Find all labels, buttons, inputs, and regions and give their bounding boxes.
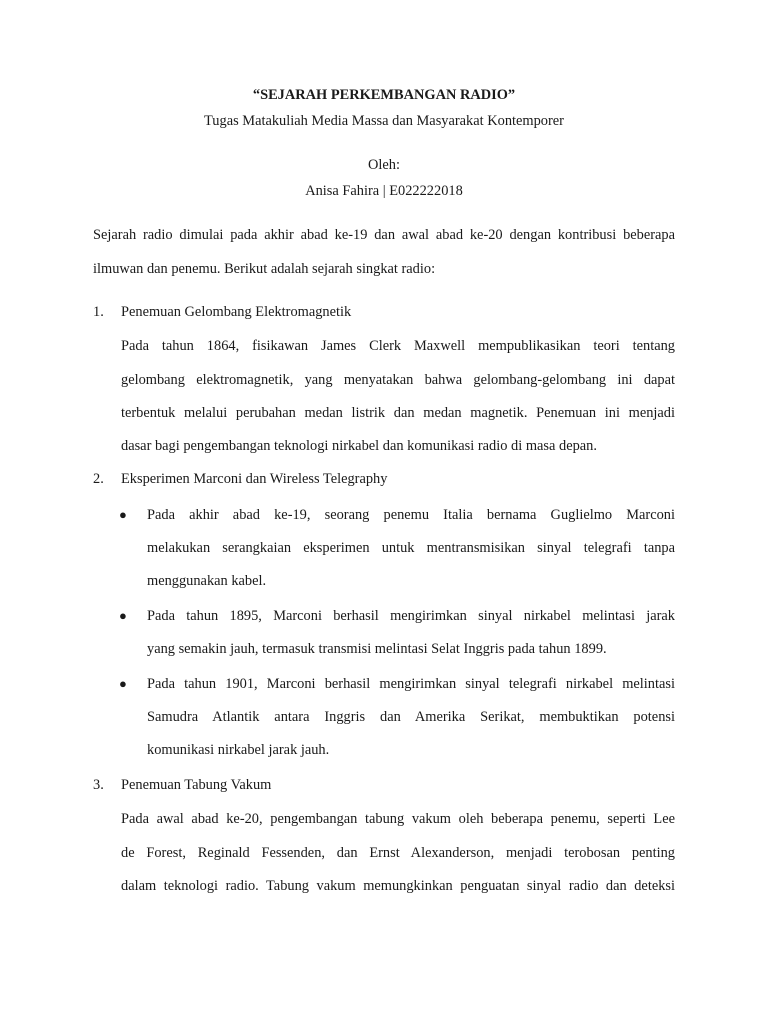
- document-subtitle: Tugas Matakuliah Media Massa dan Masyarakat Kontemporer: [204, 113, 564, 129]
- paragraph-line: gelombang elektromagnetik, yang menyatakan bahwa gelombang-gelombang ini dapat: [121, 372, 675, 388]
- paragraph-line: de Forest, Reginald Fessenden, dan Ernst Alexanderson, menjadi terobosan penting: [121, 845, 675, 861]
- paragraph-line: terbentuk melalui perubahan medan listrik dan medan magnetik. Penemuan ini menjadi: [121, 405, 675, 421]
- bullet-line: Pada tahun 1901, Marconi berhasil mengirimkan sinyal telegrafi nirkabel melintasi: [147, 676, 675, 692]
- paragraph-line: Pada awal abad ke-20, pengembangan tabung vakum oleh beberapa penemu, seperti Lee: [121, 811, 675, 827]
- bullet-icon: ●: [119, 608, 127, 623]
- section-number: 3.: [93, 777, 104, 793]
- intro-line: Sejarah radio dimulai pada akhir abad ke-19 dan awal abad ke-20 dengan kontribusi beberapa: [93, 227, 675, 243]
- document-title: “SEJARAH PERKEMBANGAN RADIO”: [252, 87, 516, 103]
- bullet-line: Pada tahun 1895, Marconi berhasil mengirimkan sinyal nirkabel melintasi jarak: [147, 608, 675, 624]
- paragraph-line: dalam teknologi radio. Tabung vakum memungkinkan penguatan sinyal radio dan deteksi: [121, 878, 675, 894]
- bullet-line: menggunakan kabel.: [147, 573, 267, 589]
- bullet-line: komunikasi nirkabel jarak jauh.: [147, 742, 330, 758]
- bullet-icon: ●: [119, 676, 127, 691]
- bullet-line: Samudra Atlantik antara Inggris dan Amerika Serikat, membuktikan potensi: [147, 709, 675, 725]
- section-heading: Eksperimen Marconi dan Wireless Telegraphy: [121, 471, 388, 487]
- section-number: 1.: [93, 304, 104, 320]
- bullet-line: Pada akhir abad ke-19, seorang penemu Italia bernama Guglielmo Marconi: [147, 507, 675, 523]
- author-line: Anisa Fahira | E022222018: [305, 183, 463, 199]
- bullet-line: melakukan serangkaian eksperimen untuk mentransmisikan sinyal telegrafi tanpa: [147, 540, 675, 556]
- intro-line: ilmuwan dan penemu. Berikut adalah sejarah singkat radio:: [93, 261, 436, 277]
- paragraph-line: Pada tahun 1864, fisikawan James Clerk Maxwell mempublikasikan teori tentang: [121, 338, 675, 354]
- bullet-line: yang semakin jauh, termasuk transmisi melintasi Selat Inggris pada tahun 1899.: [147, 641, 607, 657]
- paragraph-line: dasar bagi pengembangan teknologi nirkabel dan komunikasi radio di masa depan.: [121, 438, 597, 454]
- by-label: Oleh:: [368, 157, 400, 173]
- section-number: 2.: [93, 471, 104, 487]
- section-heading: Penemuan Gelombang Elektromagnetik: [121, 304, 352, 320]
- section-heading: Penemuan Tabung Vakum: [121, 777, 272, 793]
- bullet-icon: ●: [119, 507, 127, 522]
